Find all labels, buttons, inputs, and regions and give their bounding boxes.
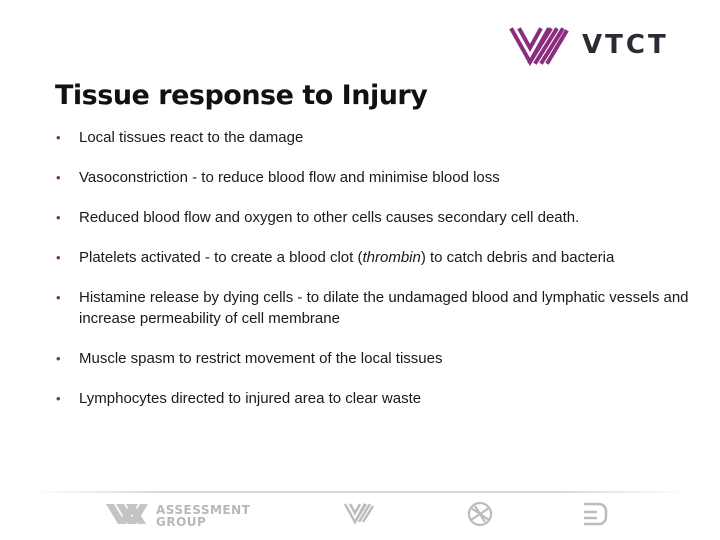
list-item: • Histamine release by dying cells - to dilate the undamaged blood and lymphatic vessels and increase permeability of cell membrane: [56, 289, 689, 327]
list-item: • Vasoconstriction - to reduce blood flow and minimise blood loss: [56, 169, 500, 186]
list-item: • Muscle spasm to restrict movement of the local tissues: [56, 350, 443, 367]
bullet-icon: •: [56, 130, 61, 145]
footer: [0, 498, 720, 538]
italic-term: thrombin: [362, 249, 421, 266]
bullet-icon: •: [56, 351, 61, 366]
bullet-icon: •: [56, 250, 61, 265]
globe-logo-icon: [466, 498, 494, 528]
vtct-logo: [508, 22, 669, 68]
page-title: Tissue response to Injury: [55, 80, 428, 111]
vtct-chevron-icon: [508, 22, 570, 68]
list-item: • Lymphocytes directed to injured area to clear waste: [56, 390, 422, 407]
list-item: • Local tissues react to the damage: [56, 129, 304, 146]
bullet-icon: •: [56, 391, 61, 406]
list-item: • Platelets activated - to create a blood clot (thrombin) to catch debris and bacteria: [56, 249, 615, 266]
bullet-icon: •: [56, 170, 61, 185]
bullet-icon: •: [56, 290, 61, 305]
assessment-group-logo-icon: [106, 498, 152, 530]
vtct-small-logo-icon: [343, 498, 375, 528]
assessment-group-label: ASSESSMENT GROUP: [156, 503, 251, 529]
itec-logo-icon: [581, 498, 609, 528]
list-item: • Reduced blood flow and oxygen to other cells causes secondary cell death.: [56, 209, 580, 226]
bullet-list: [56, 127, 696, 409]
brand-name: VTCT: [582, 30, 669, 60]
footer-divider: [30, 491, 690, 493]
bullet-icon: •: [56, 210, 61, 225]
